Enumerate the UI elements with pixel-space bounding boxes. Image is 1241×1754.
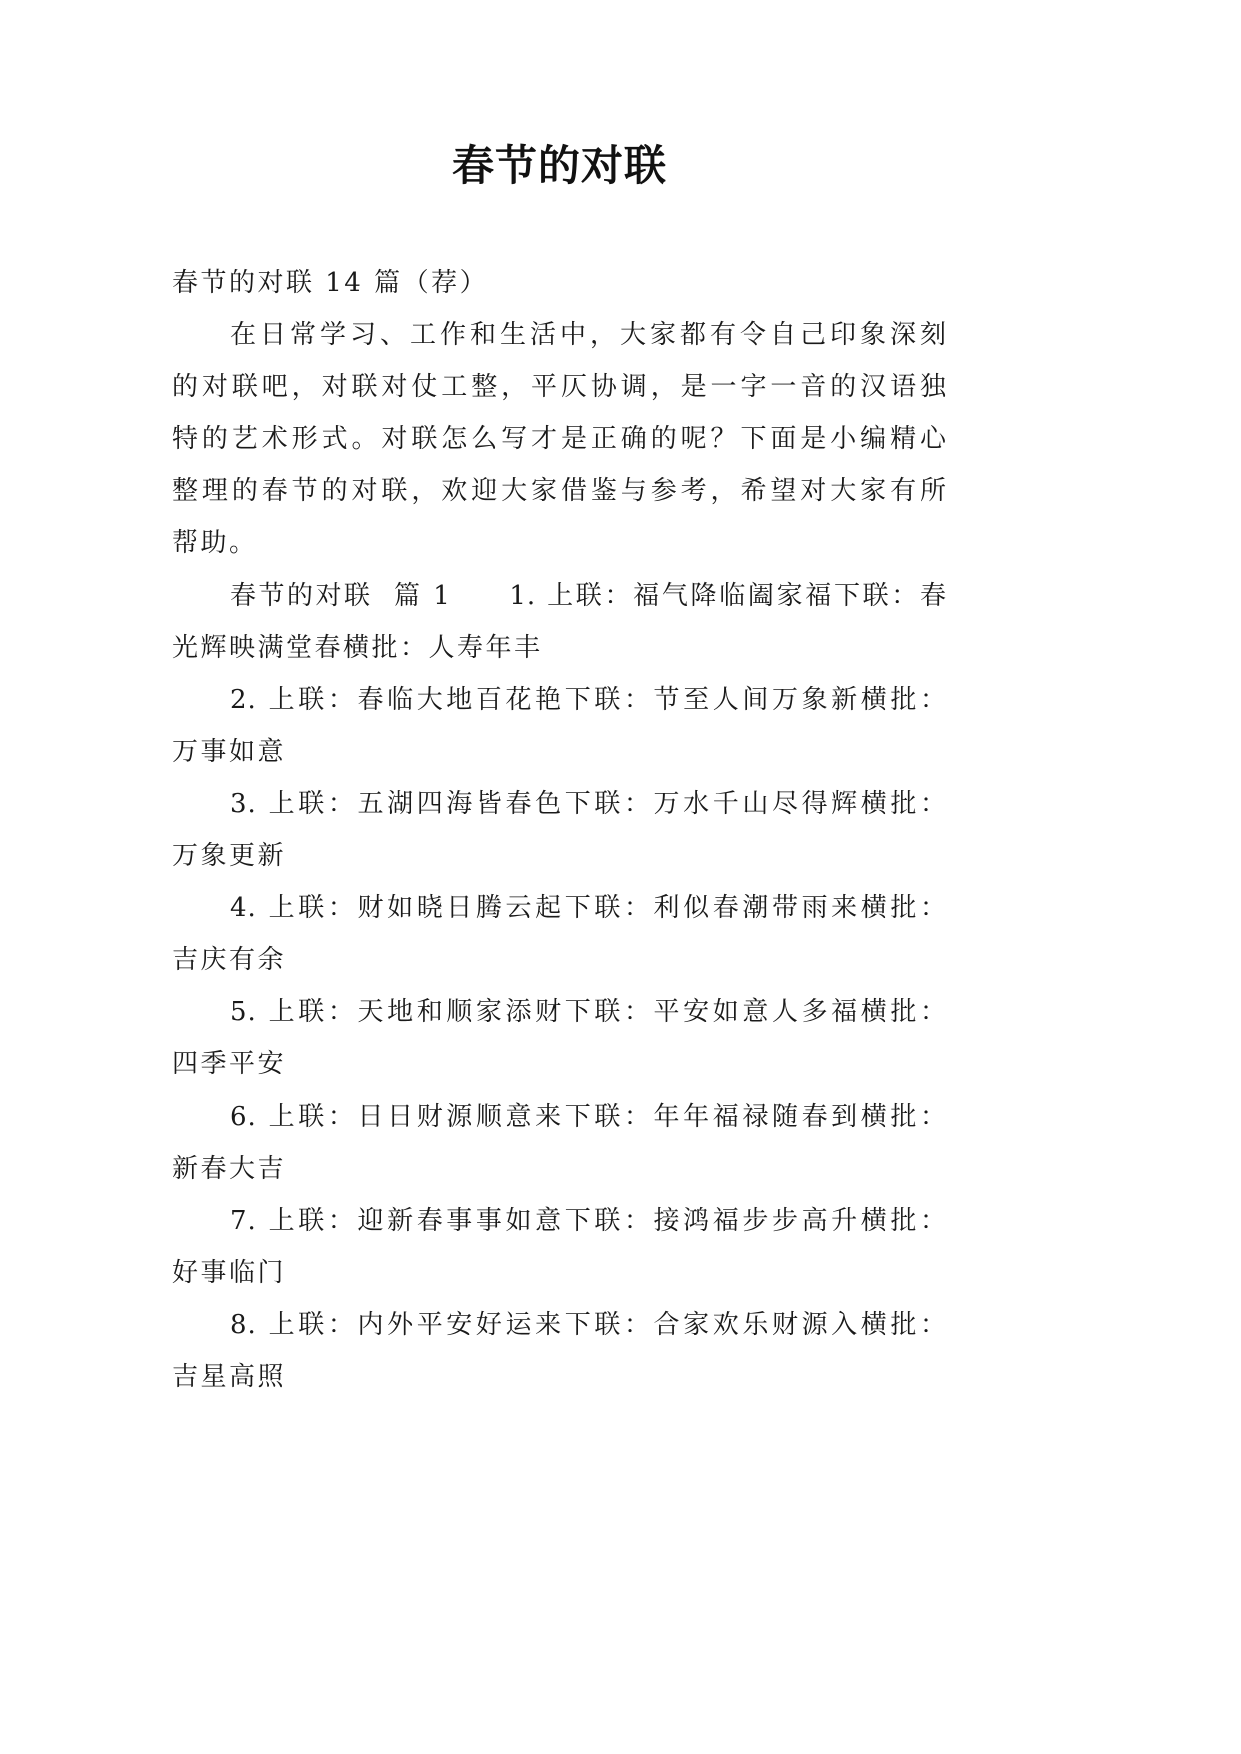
paragraph-couplet-3 <box>172 778 947 882</box>
paragraph-couplet-4 <box>172 882 947 986</box>
paragraph-couplet-8 <box>172 1299 947 1403</box>
text-line: 8. 上联：内外平安好运来下联：合家欢乐财源入横批： <box>230 1309 947 1340</box>
text-line: 新春大吉 <box>172 1153 287 1184</box>
paragraph-couplet-7 <box>172 1195 947 1299</box>
text-line: 春节的对联 14 篇（荐） <box>172 268 489 298</box>
paragraph-subtitle <box>172 257 947 309</box>
document-title: 春节的对联 <box>451 141 667 190</box>
document-body <box>172 257 947 1403</box>
text-line: 吉星高照 <box>172 1361 287 1392</box>
text-line: 整理的春节的对联，欢迎大家借鉴与参考，希望对大家有所 <box>172 476 947 507</box>
text-line: 3. 上联：五湖四海皆春色下联：万水千山尽得辉横批： <box>230 788 947 819</box>
text-line: 4. 上联：财如晓日腾云起下联：利似春潮带雨来横批： <box>230 893 947 924</box>
paragraph-couplet-5 <box>172 986 947 1090</box>
section-heading: 春节的对联 篇 1 <box>230 580 453 611</box>
text-line: 的对联吧，对联对仗工整，平仄协调，是一字一音的汉语独 <box>172 372 947 403</box>
text-line: 万象更新 <box>172 841 287 872</box>
text-line: 吉庆有余 <box>172 945 287 976</box>
text-line: 6. 上联：日日财源顺意来下联：年年福禄随春到横批： <box>230 1101 947 1132</box>
text-line: 在日常学习、工作和生活中，大家都有令自己印象深刻 <box>230 320 947 351</box>
text-line: 万事如意 <box>172 736 287 767</box>
text-line: 四季平安 <box>172 1049 287 1080</box>
text-line: 帮助。 <box>172 528 258 559</box>
text-line: 特的艺术形式。对联怎么写才是正确的呢？下面是小编精心 <box>172 424 947 455</box>
paragraph-introduction <box>172 309 947 569</box>
text-line-content: 1. 上联：福气降临阖家福下联：春 <box>509 580 947 611</box>
text-line: 2. 上联：春临大地百花艳下联：节至人间万象新横批： <box>230 684 947 715</box>
text-line: 好事临门 <box>172 1257 287 1288</box>
paragraph-couplet-2 <box>172 674 947 778</box>
text-line: 7. 上联：迎新春事事如意下联：接鸿福步步高升横批： <box>230 1205 947 1236</box>
text-line: 光辉映满堂春横批：人寿年丰 <box>172 632 543 663</box>
text-line: 5. 上联：天地和顺家添财下联：平安如意人多福横批： <box>230 997 947 1028</box>
paragraph-couplet-1 <box>172 570 947 674</box>
text-line <box>172 570 947 622</box>
paragraph-couplet-6 <box>172 1091 947 1195</box>
